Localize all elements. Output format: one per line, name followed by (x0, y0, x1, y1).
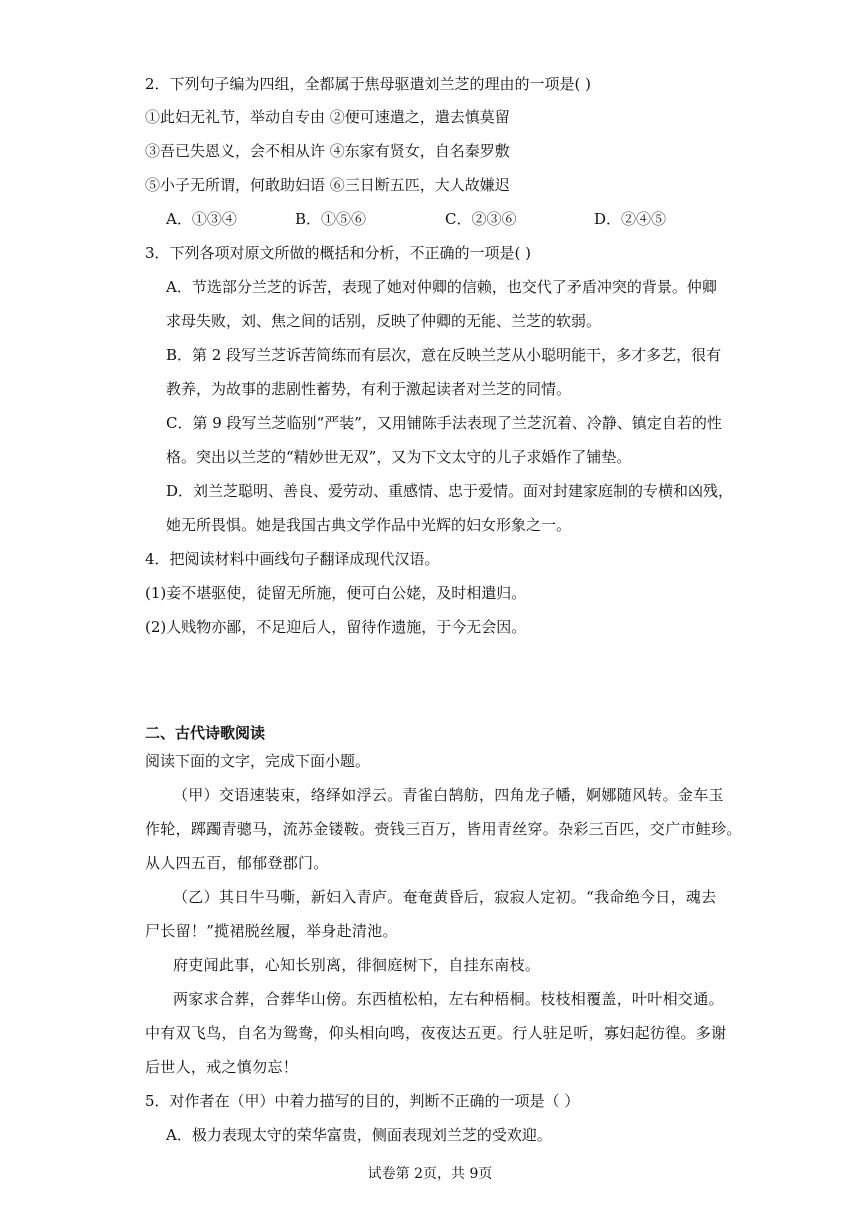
passage-paragraph-4-line3: 后世人，戒之慎勿忘！ (145, 1058, 299, 1076)
page-footer: 试卷第 2页，共 9页 (367, 1166, 493, 1182)
q2-stem: 2．下列句子编为四组，全都属于焦母驱遣刘兰芝的理由的一项是( ) (145, 75, 592, 93)
q2-option-c: C．②③⑥ (445, 210, 517, 228)
q3-option-c-line2: 格。突出以兰芝的“精妙世无双”，又为下文太守的儿子求婚作了铺垫。 (166, 448, 632, 466)
q3-option-a-line1: A．节选部分兰芝的诉苦，表现了她对仲卿的信赖，也交代了矛盾冲突的背景。仲卿 (166, 278, 717, 296)
q2-option-b: B．①⑤⑥ (295, 210, 367, 228)
q2-option-a: A．①③④ (166, 210, 237, 228)
q3-stem: 3．下列各项对原文所做的概括和分析，不正确的一项是( ) (145, 244, 532, 262)
passage-paragraph-4-line2: 中有双飞鸟，自名为鸳鸯，仰头相向鸣，夜夜达五更。行人驻足听，寡妇起彷徨。多谢 (145, 1024, 727, 1042)
passage-paragraph-3: 府吏闻此事，心知长别离，徘徊庭树下，自挂东南枝。 (173, 956, 541, 974)
passage-jia-line1: （甲）交语速装束，络绎如浮云。青雀白鹄舫，四角龙子幡，婀娜随风转。金车玉 (173, 786, 724, 804)
q4-sentence-1: (1)妾不堪驱使，徒留无所施，便可白公姥，及时相遣归。 (145, 584, 527, 602)
q5-option-a: A．极力表现太守的荣华富贵，侧面表现刘兰芝的受欢迎。 (166, 1126, 552, 1144)
q4-stem: 4．把阅读材料中画线句子翻译成现代汉语。 (145, 550, 440, 568)
q2-row3: ⑤小子无所谓，何敢助妇语 ⑥三日断五匹，大人故嫌迟 (145, 176, 510, 194)
q3-option-b-line2: 教养，为故事的悲剧性蓄势，有利于激起读者对兰芝的同情。 (166, 380, 572, 398)
q3-option-d-line2: 她无所畏惧。她是我国古典文学作品中光辉的妇女形象之一。 (166, 516, 572, 534)
q5-stem: 5．对作者在（甲）中着力描写的目的，判断不正确的一项是（ ） (145, 1092, 580, 1110)
q3-option-a-line2: 求母失败，刘、焦之间的话别，反映了仲卿的无能、兰芝的软弱。 (166, 312, 602, 330)
passage-yi-line1: （乙）其日牛马嘶，新妇入青庐。奄奄黄昏后，寂寂人定初。“我命绝今日，魂去 (173, 888, 717, 906)
passage-jia-line3: 从人四五百，郁郁登郡门。 (145, 854, 329, 872)
q2-row1: ①此妇无礼节，举动自专由 ②便可速遣之，遣去慎莫留 (145, 108, 510, 126)
q2-option-d: D．②④⑤ (594, 210, 667, 228)
section-intro: 阅读下面的文字，完成下面小题。 (145, 752, 371, 770)
q3-option-b-line1: B．第 2 段写兰芝诉苦简练而有层次，意在反映兰芝从小聪明能干，多才多艺，很有 (166, 346, 722, 364)
q3-option-d-line1: D．刘兰芝聪明、善良、爱劳动、重感情、忠于爱情。面对封建家庭制的专横和凶残， (166, 482, 734, 500)
q3-option-c-line1: C．第 9 段写兰芝临别“严装”，又用铺陈手法表现了兰芝沉着、冷静、镇定自若的性 (166, 414, 722, 432)
passage-paragraph-4-line1: 两家求合葬，合葬华山傍。东西植松柏，左右种梧桐。枝枝相覆盖，叶叶相交通。 (173, 990, 724, 1008)
q2-row2: ③吾已失恩义，会不相从许 ④东家有贤女，自名秦罗敷 (145, 142, 510, 160)
passage-jia-line2: 作轮，踯躅青骢马，流苏金镂鞍。赍钱三百万，皆用青丝穿。杂彩三百匹，交广市鲑珍。 (145, 820, 742, 838)
section-title: 二、古代诗歌阅读 (145, 724, 266, 742)
passage-yi-line2: 尸长留！”揽裙脱丝履，举身赴清池。 (145, 922, 398, 940)
q4-sentence-2: (2)人贱物亦鄙，不足迎后人，留待作遗施，于今无会因。 (145, 618, 527, 636)
